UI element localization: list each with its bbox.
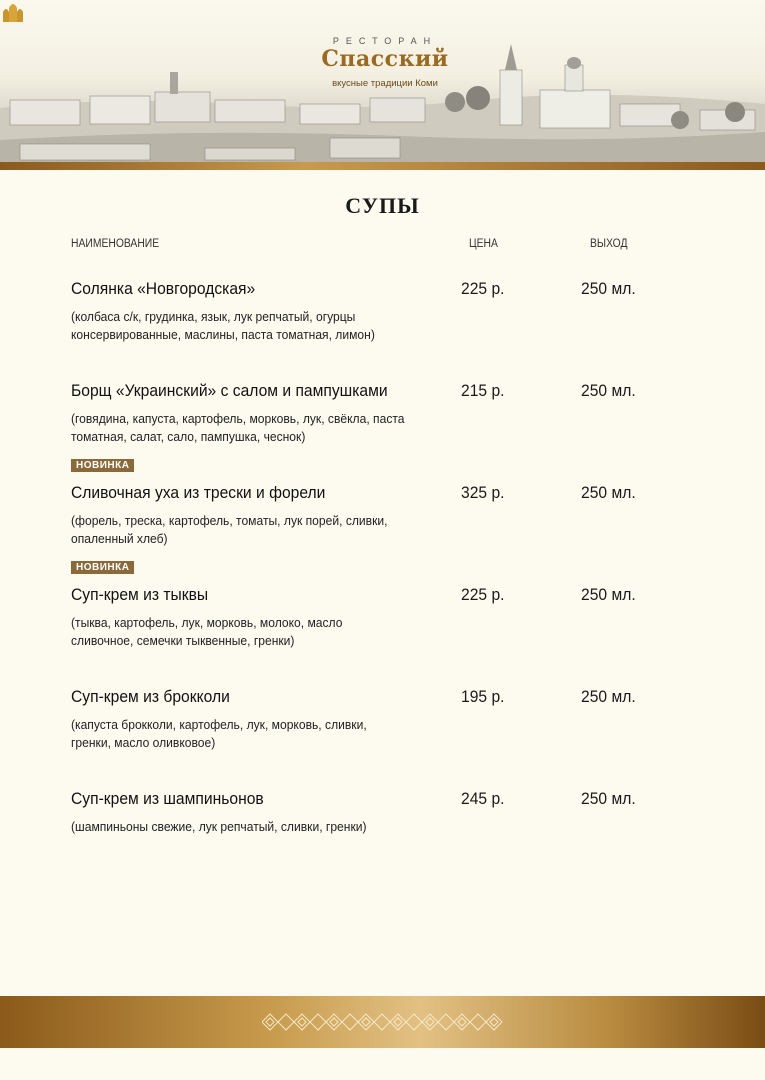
logo-restaurant-name: Спасский [321,46,449,72]
item-yield: 250 мл. [581,279,636,298]
menu-item [71,381,691,446]
item-description: (форель, треска, картофель, томаты, лук порей, сливки, опаленный хлеб) [71,513,388,546]
menu-item [71,460,691,548]
item-yield: 250 мл. [581,483,636,502]
item-price: 215 р. [461,381,505,400]
item-price: 245 р. [461,789,505,808]
item-description: (тыква, картофель, лук, морковь, молоко, масло сливочное, семечки тыквенные, гренки) [71,615,343,648]
item-description: (капуста брокколи, картофель, лук, морковь, сливки, гренки, масло оливковое) [71,717,367,750]
item-yield: 250 мл. [581,789,636,808]
header-divider [0,162,765,170]
item-yield: 250 мл. [581,381,636,400]
item-description: (шампиньоны свежие, лук репчатый, сливки, гренки) [71,819,367,834]
column-header-yield: ВЫХОД [590,238,628,250]
ornament-pattern-icon [262,1006,504,1038]
section-title: СУПЫ [345,193,420,218]
menu-item [71,562,691,650]
menu-item [71,789,691,836]
item-name: Суп-крем из тыквы [71,585,209,604]
logo-tagline: вкусные традиции Коми [332,78,438,89]
new-badge: НОВИНКА [71,459,134,472]
item-price: 225 р. [461,585,505,604]
item-yield: 250 мл. [581,585,636,604]
item-name: Борщ «Украинский» с салом и пампушками [71,381,388,400]
item-description: (говядина, капуста, картофель, морковь, лук, свёкла, паста томатная, салат, сало, пампушка, чеснок) [71,411,405,444]
column-header-name: НАИМЕНОВАНИЕ [71,238,160,250]
item-name: Солянка «Новгородская» [71,279,256,298]
item-price: 195 р. [461,687,505,706]
footer-ornament-band [0,996,765,1048]
item-description: (колбаса с/к, грудинка, язык, лук репчатый, огурцы консервированные, маслины, паста томатная, лимон) [71,309,375,342]
column-header-price: ЦЕНА [469,238,498,250]
logo-restaurant-word: РЕСТОРАН [332,36,438,46]
item-price: 325 р. [461,483,505,502]
item-name: Суп-крем из брокколи [71,687,230,706]
item-yield: 250 мл. [581,687,636,706]
menu-item [71,687,691,752]
menu-item [71,279,691,344]
item-price: 225 р. [461,279,505,298]
header-banner [0,0,765,170]
logo-domes-icon [0,0,26,24]
item-name: Суп-крем из шампиньонов [71,789,264,808]
item-name: Сливочная уха из трески и форели [71,483,326,502]
new-badge: НОВИНКА [71,561,134,574]
